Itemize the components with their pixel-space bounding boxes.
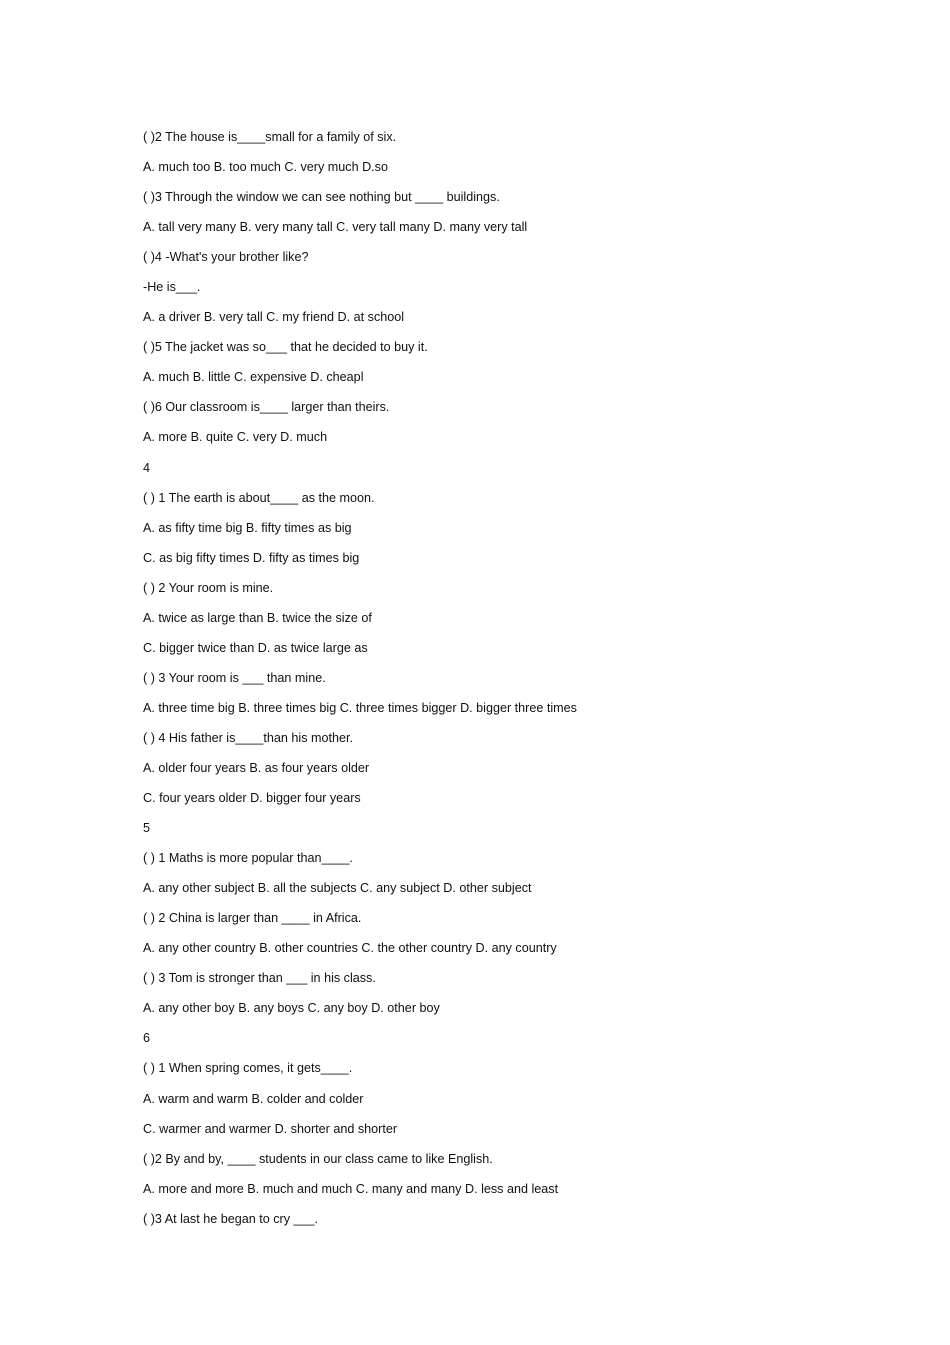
section4-question-2-options-ab: A. twice as large than B. twice the size of (143, 610, 372, 625)
question-6-options: A. more B. quite C. very D. much (143, 430, 328, 445)
section5-question-3-stem: ( ) 3 Tom is stronger than ___ in his class. (143, 971, 376, 986)
question-2-options: A. much too B. too much C. very much D.so (143, 160, 388, 175)
question-3-stem: ( )3 Through the window we can see nothing but ____ buildings. (143, 190, 500, 205)
section5-question-2-options: A. any other country B. other countries C. the other country D. any country (143, 941, 557, 956)
section6-question-1-stem: ( ) 1 When spring comes, it gets____. (143, 1061, 353, 1076)
document-body (143, 128, 903, 1240)
section4-question-4-options-cd: C. four years older D. bigger four years (143, 791, 361, 806)
section6-question-1-options-cd: C. warmer and warmer D. shorter and shorter (143, 1121, 398, 1136)
section4-question-1-stem: ( ) 1 The earth is about____ as the moon. (143, 490, 375, 505)
section5-question-1-stem: ( ) 1 Maths is more popular than____. (143, 851, 354, 866)
section4-question-3-options: A. three time big B. three times big C. three times bigger D. bigger three times (143, 700, 577, 715)
section4-question-4-stem: ( ) 4 His father is____than his mother. (143, 730, 353, 745)
section5-question-1-options: A. any other subject B. all the subjects C. any subject D. other subject (143, 881, 532, 896)
section4-question-4-options-ab: A. older four years B. as four years older (143, 760, 370, 775)
question-3-options: A. tall very many B. very many tall C. very tall many D. many very tall (143, 220, 528, 235)
question-4-stem: ( )4 -What's your brother like? (143, 250, 309, 265)
section6-question-1-options-ab: A. warm and warm B. colder and colder (143, 1091, 364, 1106)
section5-question-2-stem: ( ) 2 China is larger than ____ in Africa. (143, 911, 362, 926)
section6-question-3-stem: ( )3 At last he began to cry ___. (143, 1211, 319, 1226)
section4-question-3-stem: ( ) 3 Your room is ___ than mine. (143, 670, 326, 685)
section5-question-3-options: A. any other boy B. any boys C. any boy D. other boy (143, 1001, 440, 1016)
section4-question-2-options-cd: C. bigger twice than D. as twice large as (143, 640, 368, 655)
section6-question-2-options: A. more and more B. much and much C. many and many D. less and least (143, 1181, 559, 1196)
section4-question-1-options-ab: A. as fifty time big B. fifty times as big (143, 520, 352, 535)
section-number: 4 (143, 460, 151, 475)
question-6-stem: ( )6 Our classroom is____ larger than theirs. (143, 400, 390, 415)
question-5-options: A. much B. little C. expensive D. cheapl (143, 370, 364, 385)
question-2-stem: ( )2 The house is____small for a family of six. (143, 130, 397, 144)
section4-question-2-stem: ( ) 2 Your room is mine. (143, 580, 274, 595)
question-4-answer-line: -He is___. (143, 280, 201, 295)
question-4-options: A. a driver B. very tall C. my friend D. at school (143, 310, 405, 325)
section6-question-2-stem: ( )2 By and by, ____ students in our class came to like English. (143, 1151, 493, 1166)
question-5-stem: ( )5 The jacket was so___ that he decided to buy it. (143, 340, 428, 355)
section4-question-1-options-cd: C. as big fifty times D. fifty as times big (143, 550, 360, 565)
section-number: 5 (143, 821, 151, 836)
section-number: 6 (143, 1031, 151, 1046)
